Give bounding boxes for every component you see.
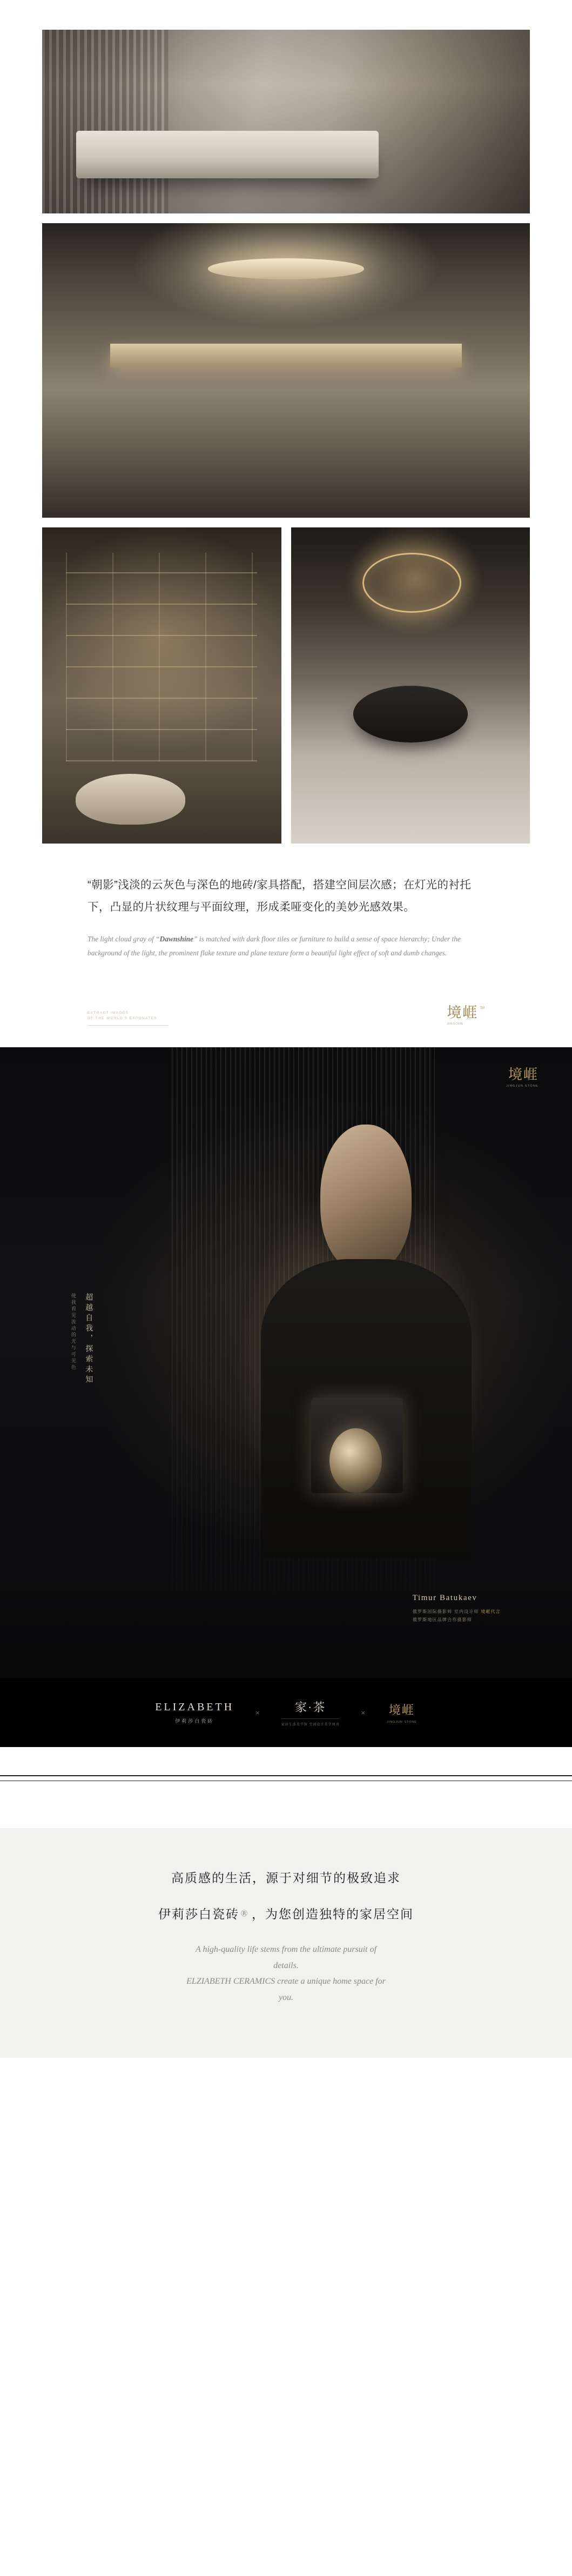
partner-logo	[281, 1698, 340, 1727]
closing-line-1: 高质感的生活，源于对细节的极致追求	[171, 1871, 401, 1885]
vertical-verse	[70, 1293, 92, 1386]
photographer-poster	[0, 1047, 572, 1747]
brand-footer-tagline-line2: OF THE WORLD'S EXPONATES	[88, 1016, 157, 1021]
living-room-photo	[42, 30, 530, 213]
closing-brand-rest: ，为您创造独特的家居空间	[252, 1907, 414, 1922]
divider-band	[0, 1747, 572, 1828]
poster-jingjun-logo	[506, 1068, 539, 1088]
photographer-endorsement-text: 境崕代言	[481, 1609, 501, 1614]
jingjun-logo	[447, 1006, 484, 1026]
gallery-section	[0, 0, 572, 1047]
closing-brand-name: 伊莉莎白瓷砖	[158, 1907, 239, 1922]
divider-rule	[88, 1025, 169, 1026]
closing-section	[0, 1828, 572, 2057]
photographer-portrait	[252, 1125, 481, 1558]
divider-line-thick	[0, 1775, 572, 1776]
caption-english-before: The light cloud gray of “	[88, 935, 160, 943]
photographer-name: Timur Batukaev	[412, 1593, 477, 1602]
photographer-role-line2: 俄罗斯地区品牌合作摄影师	[412, 1617, 473, 1623]
cross-separator-2: ×	[361, 1708, 366, 1717]
partner-logo-glyph: 家·茶	[294, 1701, 326, 1715]
caption-english-after: ” is matched with dark floor tiles or furniture to build a sense of space hierarchy; Under the background of the light, the prominent flake texture and plane texture form a beautiful light effect of soft and dumb changes.	[88, 935, 461, 958]
brand-footer-tagline-line1: EXTRACT IMAGES	[88, 1011, 129, 1015]
photographer-role-text: 俄罗斯国际摄影师 室内设计师	[412, 1609, 479, 1614]
elizabeth-logo-cn: 伊莉莎白瓷砖	[175, 1718, 214, 1724]
elizabeth-logo-en: ELIZABETH	[155, 1701, 234, 1713]
round-table-dining-photo	[291, 527, 530, 844]
trademark-icon: TM	[480, 1007, 484, 1011]
jingjun-logo-glyphs: 境崕	[447, 1005, 479, 1021]
caption-block	[42, 853, 530, 960]
caption-english	[88, 932, 484, 960]
brand-footer-strip	[42, 960, 530, 1047]
poster-logo-sub: JINGJUN STONE	[506, 1085, 539, 1088]
photographer-role-line1	[413, 1608, 501, 1616]
photographer-credit	[413, 1594, 501, 1624]
brand-footer-tagline	[88, 1011, 169, 1026]
closing-english-line-1: A high-quality life stems from the ultimate pursuit of	[195, 1945, 377, 1955]
closing-english	[32, 1942, 540, 2005]
caption-english-keyword: Dawnshine	[159, 935, 194, 943]
closing-line-2	[32, 1904, 540, 1922]
elizabeth-logo	[155, 1701, 234, 1724]
portrait-head	[320, 1125, 412, 1272]
verse-small-column: 使我看见流动的光与可见色	[70, 1293, 76, 1371]
poster-footer-jingjun-logo	[387, 1701, 417, 1724]
registered-trademark-icon: Ⓡ	[240, 1910, 248, 1918]
shelving-lounge-photo	[42, 527, 281, 844]
kitchen-dining-photo	[42, 223, 530, 518]
partner-logo-tagline: 家居生活美学馆 空间设计美学周刊	[281, 1718, 340, 1727]
poster-footer-jingjun-sub: JINGJUN STONE	[387, 1721, 417, 1724]
closing-english-line-4: you.	[278, 1993, 294, 2003]
closing-english-line-3: ELZIABETH CERAMICS create a unique home space for	[186, 1977, 386, 1986]
caption-chinese: “朝影”浅淡的云灰色与深色的地砖/家具搭配，搭建空间层次感；在灯光的衬托下，凸显的片状纹理与平面纹理，形成柔哑变化的美妙光感效果。	[88, 879, 472, 913]
cross-separator-1: ×	[255, 1708, 260, 1717]
jingjun-logo-sub: JINGJUN	[447, 1022, 463, 1026]
poster-footer-jingjun-glyphs: 境崕	[388, 1703, 415, 1717]
photo-row	[42, 527, 530, 844]
verse-main-column: 超越自我，探索未知	[84, 1293, 93, 1386]
poster-logo-glyphs: 境崕	[508, 1067, 539, 1083]
camera-lens-icon	[329, 1428, 382, 1493]
closing-english-line-2: details.	[273, 1961, 299, 1970]
poster-footer-bar	[0, 1678, 572, 1747]
